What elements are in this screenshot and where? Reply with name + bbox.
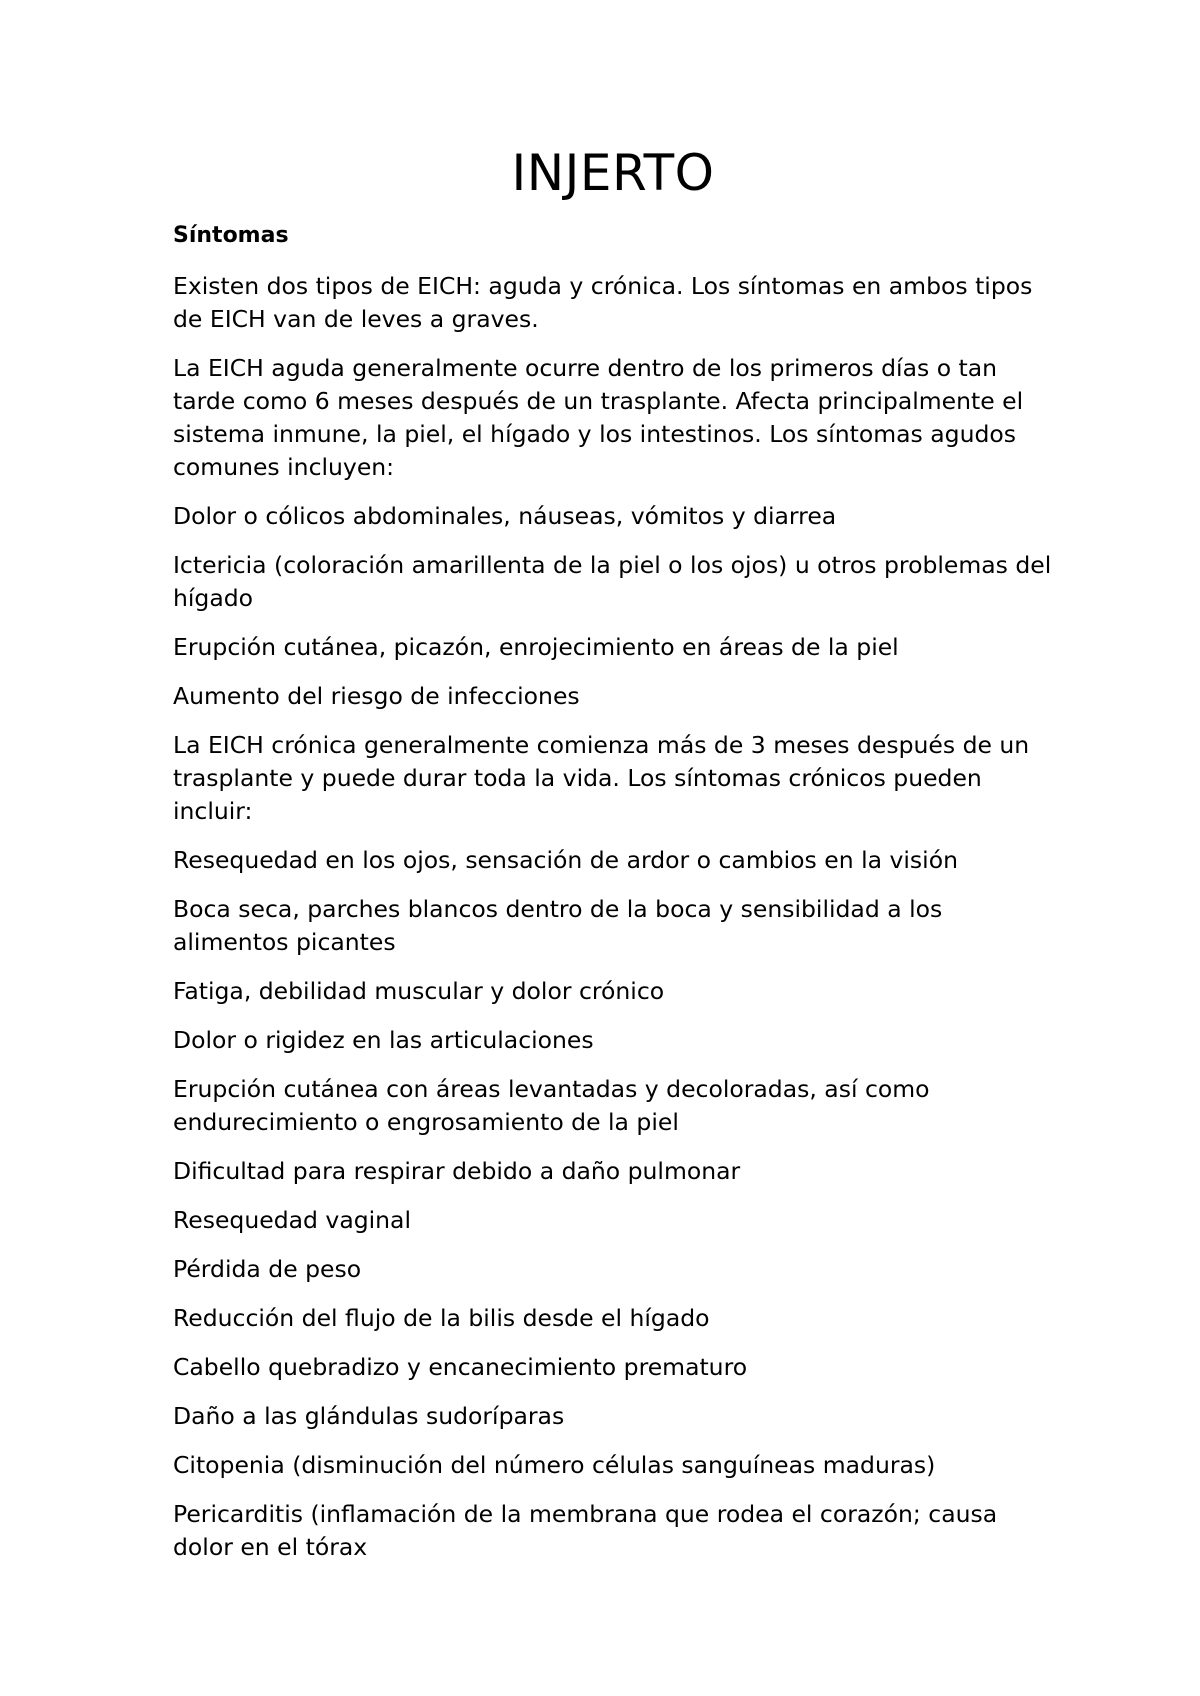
document-title: INJERTO bbox=[511, 144, 715, 202]
chronic-symptom-item: Dificultad para respirar debido a daño pulmonar bbox=[173, 1157, 741, 1185]
chronic-symptom-item: Daño a las glándulas sudoríparas bbox=[173, 1402, 565, 1430]
chronic-symptom-item: Resequedad vaginal bbox=[173, 1206, 411, 1234]
acute-description: La EICH aguda generalmente ocurre dentro de los primeros días o tan tarde como 6 meses después de un trasplante. Afecta principalmente el sistema inmune, la piel, el hígado y los intestinos. Los síntomas agudos comunes incluyen: bbox=[173, 354, 1024, 481]
chronic-symptom-item: Reducción del flujo de la bilis desde el hígado bbox=[173, 1304, 710, 1332]
chronic-description: La EICH crónica generalmente comienza más de 3 meses después de un trasplante y puede durar toda la vida. Los síntomas crónicos pueden incluir: bbox=[173, 731, 1030, 825]
chronic-symptom-item: Erupción cutánea con áreas levantadas y decoloradas, así como endurecimiento o engrosamiento de la piel bbox=[173, 1075, 930, 1136]
chronic-symptom-item: Cabello quebradizo y encanecimiento prematuro bbox=[173, 1353, 748, 1381]
chronic-symptom-item: Pérdida de peso bbox=[173, 1255, 362, 1283]
chronic-symptom-item: Citopenia (disminución del número células sanguíneas maduras) bbox=[173, 1451, 936, 1479]
acute-symptom-item: Aumento del riesgo de infecciones bbox=[173, 682, 580, 710]
chronic-symptom-item: Pericarditis (inflamación de la membrana que rodea el corazón; causa dolor en el tórax bbox=[173, 1500, 998, 1561]
section-heading: Síntomas bbox=[173, 223, 289, 248]
acute-symptom-item: Erupción cutánea, picazón, enrojecimiento en áreas de la piel bbox=[173, 633, 899, 661]
document-body bbox=[173, 140, 1053, 1580]
acute-symptom-item: Ictericia (coloración amarillenta de la piel o los ojos) u otros problemas del hígado bbox=[173, 551, 1052, 612]
chronic-symptom-item: Dolor o rigidez en las articulaciones bbox=[173, 1026, 594, 1054]
acute-symptom-item: Dolor o cólicos abdominales, náuseas, vómitos y diarrea bbox=[173, 502, 837, 530]
chronic-symptom-item: Fatiga, debilidad muscular y dolor crónico bbox=[173, 977, 665, 1005]
intro-paragraph: Existen dos tipos de EICH: aguda y crónica. Los síntomas en ambos tipos de EICH van de leves a graves. bbox=[173, 272, 1033, 333]
chronic-symptom-item: Boca seca, parches blancos dentro de la boca y sensibilidad a los alimentos picantes bbox=[173, 895, 943, 956]
chronic-symptom-item: Resequedad en los ojos, sensación de ardor o cambios en la visión bbox=[173, 846, 958, 874]
